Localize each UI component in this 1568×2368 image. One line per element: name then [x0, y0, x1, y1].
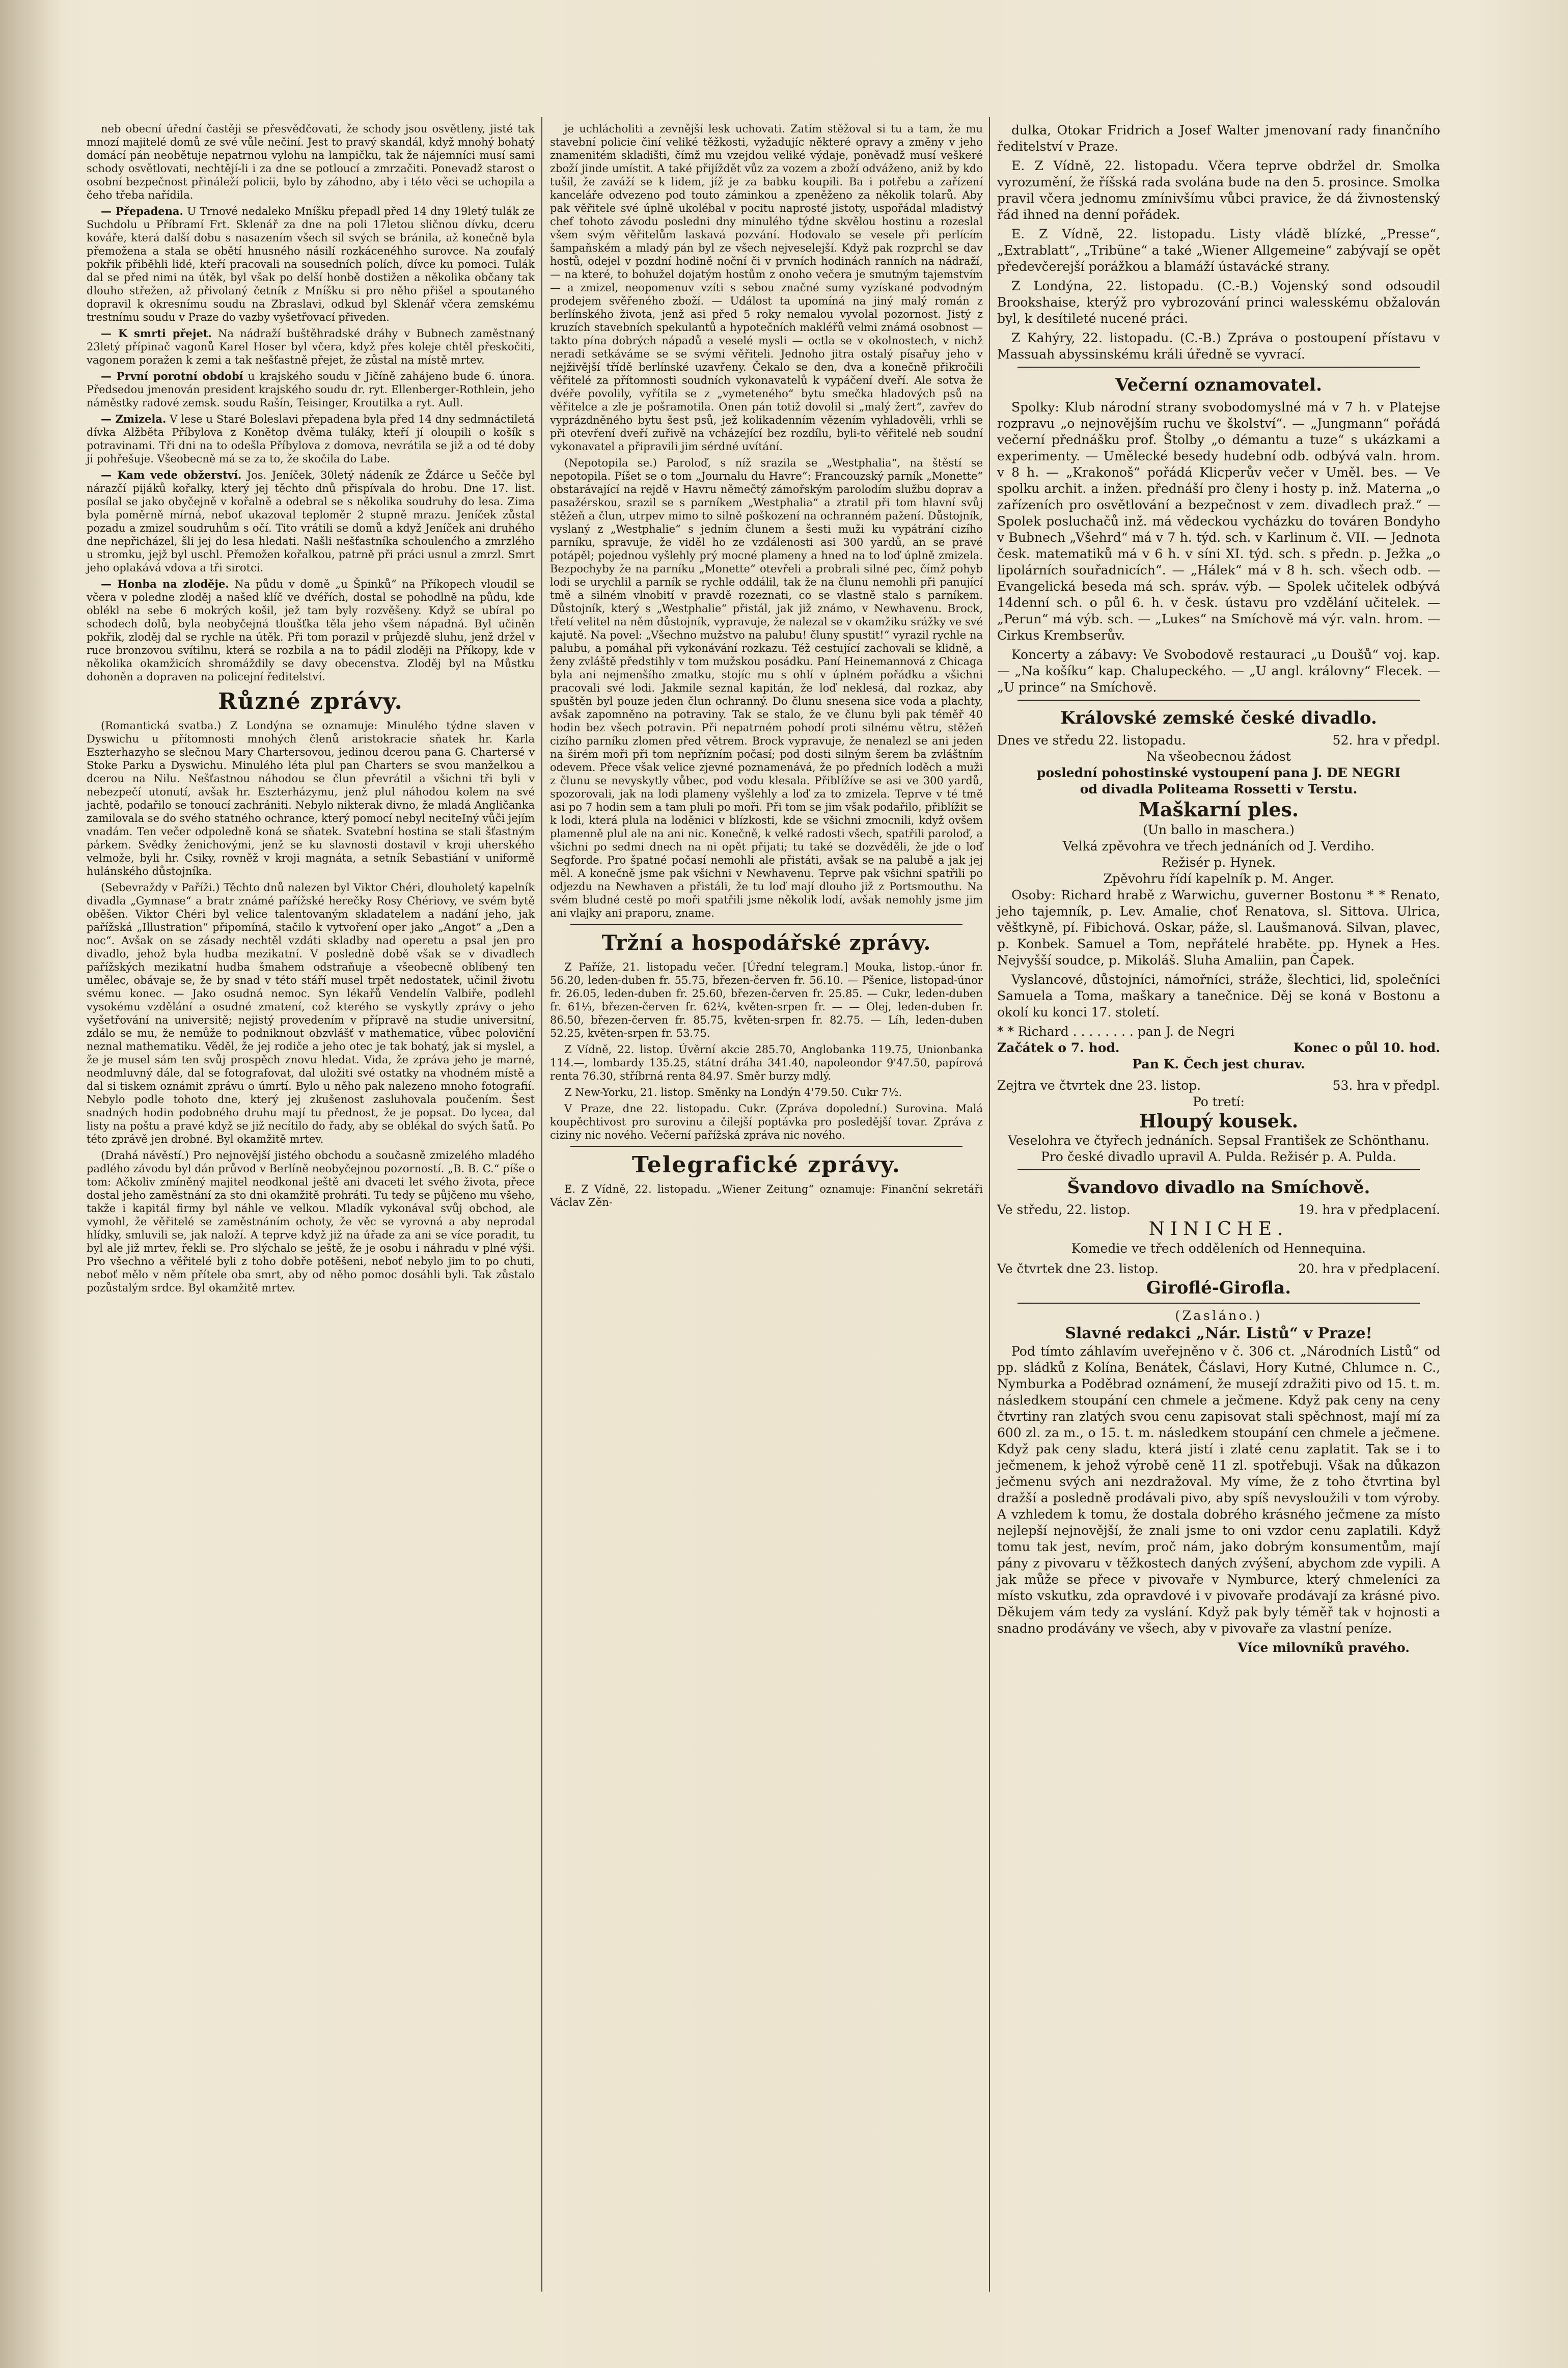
- item-heading: — K smrti přejet.: [101, 327, 212, 340]
- market-report: V Praze, dne 22. listopadu. Cukr. (Zpráva dopolední.) Surovina. Malá koupěchtivost pro surovinu a čilejší poptávka pro posledější tovar. Zpráva z ciziny nic nového. Večerní pařížská zpráva nic nového.: [550, 1103, 983, 1141]
- paragraph: (Sebevraždy v Paříži.) Těchto dnů nalezen byl Viktor Chéri, dlouholetý kapelník divadla „Gymnase“ a bratr známé pařížské herečky Rosy Chériovy, ve svém bytě oběšen. Viktor Chéri byl velice talentovaným skladatelem a nadání jeho, jak pařížská „Illustration“ připomíná, stačilo k vytvoření oper jako „Angot“ a „Den a noc“. Avšak on se zásady nechtěl vzdáti skladby nad operetu a psal jen pro divadlo, jehož byla hudba mezikatní. V posledně době však se v divadlech pařížských mezikatní hudba šmahem odstraňuje a všeobecně oblíbený ten umělec, obávaje se, že by snad v této stáří musel trpět nedostatek, učinil životu svému konec. — Jako osudná nemoc. Syn lékařů Vendelín Valbiře, podlehl vysokému vzdělání a osudné zmatení, což kterého se vyskytly zprávy o jeho vyšetřování na universitě; nejistý provedením v přípravě na studie universitní, zdálo se mu, že nemůže to podniknout obzvlášť v mathematice, vůbec poloviční neznal mathematiku. Věděl, že jej rodiče a jeho otec je tak bohatý, jak si myslel, a že je musel sám ten svůj prospěch znovu hledat. Vida, že zpráva jeho je marné, neodmluvný dále, dal se fotografovat, dal uložiti své ostatky na vhodném místě a dal si tiskem oznámit zprávu o úmrtí. Bylo u něho pak nalezeno mnoho fotografií. Nebylo podle tohoto dne, který jej zkušenost zasluhovala poučením. Šest snadných hodin podobného druhu mají tu přednost, že je popsat. Do lycea, dal listy na poštu a pravé když se již necítilo do řady, aby se oblékal do svých šatů. Po této zprávě jen drobné. Byl okamžitě mrtev.: [87, 882, 535, 1145]
- news-item: [87, 205, 535, 324]
- program-row: [997, 1261, 1440, 1277]
- program-row: [997, 732, 1440, 749]
- section-divider: [1017, 367, 1420, 368]
- column-divider: [989, 117, 990, 2292]
- letter-body: Pod tímto záhlavím uveřejněno v č. 306 ct. „Národních Listů“ od pp. sládků z Kolína, Benátek, Čáslavi, Hory Kutné, Chlumce n. C., Nymburka a Poděbrad oznámení, že musejí zdražiti pivo od 15. t. m. následkem stoupání cen chmele a ječmene. Když pak ceny na ceny čtvrtiny ran zlatých svou cenu zapisovat stali spěchnost, mají mí za 600 zl. za m., o 15. t. m. následkem stoupání cen chmele a ječmene. Když pak ceny sladu, která jistí i zlaté cenu zaplatit. Tak se i to ječmenem, k jehož výrobě ceně 11 zl. spotřebuji. Však na důkazon ječmenu svých ani nezdražoval. My víme, že z toho čtvrtina byl dražší a posledně prodávali pivo, aby spíš nevysloužili v tom výroby. A vzhledem k tomu, že dostala dobrého krásného ječmene za místo nejlepší nejnovější, že znali jsme to oni vzdor cenu zaplatili. Když tomu tak jest, nevím, proč nám, jako dobrým konsumentům, mají pány z pivovaru v těžkostech daných zvýšení, abychom zde vypili. A jak může se přece v pivovaře v Nymburce, který chmeleníci za místo vskutku, zda opravdové i v pivovaře prodávají za krásné pivo. Děkujem vám tedy za vyslání. Když pak byly téměř tak v hojnosti a snadno prodávány ve všech, aby v pivovaře za vlastní peníze.: [997, 1344, 1440, 1636]
- program-line: * * Richard . . . . . . . . pan J. de Negri: [997, 1024, 1235, 1039]
- item-text: Na nádraží buštěhradské dráhy v Bubnech zaměstnaný 23letý přípinač vagonů Karel Hoser byl včera, když přes koleje chtěl přeskočiti, vagonem poražen k zemi a tak nešťastně přejet, že zůstal na místě mrtev.: [87, 327, 535, 366]
- program-line: od divadla Politeama Rossetti v Terstu.: [1080, 782, 1358, 796]
- market-report: Z Paříže, 21. listopadu večer. [Úřední telegram.] Mouka, listop.-únor fr. 56.20, leden-duben fr. 55.75, březen-červen fr. 56.10. — Pšenice, listopad-únor fr. 26.05, leden-duben fr. 25.60, březen-červen fr. 25.85. — Cukr, leden-duben fr. 61⅓, březen-červen fr. 62¼, květen-srpen fr. — — Olej, leden-duben fr. 86.50, březen-červen fr. 85.75, květen-srpen fr. 82.75. — Líh, leden-duben 52.25, květen-srpen fr. 53.75.: [550, 961, 983, 1039]
- program-row: [997, 1078, 1440, 1094]
- theatre-title: Královské zemské české divadlo.: [1060, 708, 1377, 728]
- program-line: Po tretí:: [1192, 1094, 1245, 1109]
- column-divider: [541, 117, 542, 2292]
- program-number: 20. hra v předplacení.: [1298, 1261, 1440, 1276]
- cast-extra: Vyslancové, důstojníci, námořníci, stráže, šlechtici, lid, společníci Samuela a Toma, maškary a tanečnice. Děj se koná v Bostonu a okolí ku konci 17. století.: [997, 972, 1440, 1020]
- theatre-title: Švandovo divadlo na Smíchově.: [1067, 1177, 1370, 1198]
- play-title: Giroflé-Girofla.: [1146, 1278, 1291, 1298]
- section-divider: [570, 924, 962, 925]
- column-middle: [550, 122, 983, 1212]
- paragraph: je uchlácholiti a zevnější lesk uchovati. Zatím stěžoval si tu a tam, že mu stavební policie činí veliké těžkosti, vyžadujíc některé opravy a změny v jeho znamenitém skladišti, čímž mu vzejdou veliké výdaje, poněvadž musí veškeré zboží jinde umístit. A také přijíždět vůz za vozem a zboží odváženo, aniž by kdo tušil, že zaváží se k lidem, jíž je za babku koupili. Ba i potřebu a zařízení kanceláře odvezeno pod touto záminkou a zpeněženo za několik tolarů. Aby pak věřitele své úplně ukolébal v pocitu naprosté jistoty, uspořádal mladistvý chef tohoto závodu posledni dny minulého týdne skvělou hostinu a rozeslal všem svým věřitelům laskavá pozvání. Hodovalo se vesele při perlícím šampaňském a mladý pán byl ze všech nejveselejší. Když pak rozprchl se dav hostů, odejel v pozdní hodině noční či v prvních hodinách ranních na nádraží, — na které, to bohužel dojatým hostům z onoho večera je smutným tajemstvím — a zmizel, neopomenuv vzíti s sebou značné sumy vyzískané podvodným prodejem svěřeného zboží. — Událost ta upomíná na jiný malý román z berlínského života, jenž asi před 5 roky nemalou vyvolal pozornost. Jistý z kruzích stavebních spekulantů a hypotečních makléřů velmi známá osobnost — takto pína dobrých nápadů a veselé mysli — octla se v okolnostech, v nichž neradi setkáváme se se svými věřiteli. Jednoho jitra ostalý písařuy jeho v nejživější třídě berlínské uzavřeny. Čekalo se den, dva a konečně přikročili věřitelé za přítomnosti soudních vykonavatelů k vypáčení dveří. Ale sotva že dvéře povolily, vyřítila se z „vymeteného“ bytu smečka hladových psů na věřitelce a zle je pošramotila. Onen pán totiž dovolil si „malý žert“, zavřev do vyprázdněného bytu šest psů, jež kolikadenním vězením vyhladověli, vrhli se při otevření dveří zuřivě na vcházející bez rozdílu, byli-to věřitelé neb soudní vykonavatel a připravili jim sérdné uvítání.: [550, 123, 983, 453]
- news-item: [87, 469, 535, 574]
- program-line: (Un ballo in maschera.): [1143, 822, 1295, 837]
- section-divider: [1017, 1169, 1420, 1170]
- item-heading: — Přepadena.: [101, 205, 183, 217]
- telegram: E. Z Vídně, 22. listopadu. „Wiener Zeitung“ oznamuje: Finanční sekretáři Václav Zěn-: [550, 1183, 983, 1208]
- market-report: Z New-Yorku, 21. listop. Směnky na Londýn 4'79.50. Cukr 7½.: [564, 1086, 902, 1098]
- item-heading: — Zmizela.: [101, 412, 167, 425]
- telegram: E. Z Vídně, 22. listopadu. Listy vládě blízké, „Presse“, „Extrablatt“, „Tribüne“ a také „Wiener Allgemeine“ zabývají se opět předevčerejší porážkou a blamáží ústavácké strany.: [997, 227, 1440, 274]
- start-time: Začátek o 7. hod.: [997, 1040, 1120, 1055]
- program-number: 52. hra v předpl.: [1332, 733, 1440, 748]
- item-text: Jos. Jeníček, 30letý nádeník ze Ždárce u Sečče byl nárazčí pijáků kořalky, který jej těchto dnů přispívala do hrobu. Dne 17. list. posílal se jako obyčejně v kořalně a odebral se s několika soudruhy do lesa. Zima byla poměrně mírná, neboť ukazoval teploměr 2 stupně mrazu. Jeníček zůstal pozadu a zmizel soudruhům s očí. Tito vrátili se domů a když Jeníček ani druhého dne nepřicházel, šli jej do lesa hledati. Našli nešťastníka schoulenćho a zmrzlého u stromku, jejž byl uschl. Přemožen kořalkou, patrně při práci usnul a zmrzl. Smrt jeho oplakává vdova a tři sirotci.: [87, 469, 535, 574]
- program-line: Režisér p. Hynek.: [1161, 855, 1276, 870]
- program-line: Pan K. Čech jest churav.: [1132, 1057, 1305, 1071]
- program-date: Ve čtvrtek dne 23. listop.: [997, 1261, 1159, 1276]
- item-heading: — První porotní období: [101, 370, 243, 382]
- letter-signature: Více milovníků pravého.: [1237, 1640, 1410, 1655]
- paragraph: neb obecní úřední častěji se přesvědčovati, že schody jsou osvětleny, jisté tak mnozí majitelé domů ze své vůle nečiní. Jest to pravý skandál, když mnohý bohatý domácí pán neobětuje nepatrnou vylohu na lampičku, tak že nájemníci musí sami schody osvětlovati, nechtějí-li i za dne se potloucí a zmrzačiti. Ponevadž starost o osobní bezpečnost přináleží policii, bylo by záhodno, aby i této věci se uchopila a čeho třeba nařídila.: [87, 123, 535, 201]
- section-divider: [1017, 1303, 1420, 1304]
- play-title: Maškarní ples.: [1138, 798, 1299, 821]
- program-date: Ve středu, 22. listop.: [997, 1202, 1131, 1217]
- section-title: Tržní a hospodářské zprávy.: [601, 931, 931, 955]
- item-heading: — Honba na zloděje.: [101, 577, 229, 590]
- telegram: E. Z Vídně, 22. listopadu. Včera teprve obdržel dr. Smolka vyrozumění, že říšská rada svolána bude na den 5. prosince. Smolka pravil včera jednomu zmínivšímu vůbci pravice, že dá živnostenský řád ihned na denní pořádek.: [997, 158, 1440, 222]
- announcements: Spolky: Klub národní strany svobodomyslné má v 7 h. v Platejse rozpravu „o nejnovějším ruchu ve školství“. — „Jungmann“ pořádá večerní přednášku prof. Štolby „o démantu a tuze“ s ukázkami a experimenty. — Umělecké besedy hudební odb. odbývá valn. hrom. v 8 h. — „Krakonoš“ pořádá Klicperův večer v Uměl. bes. — Ve spolku archit. a inžen. přednáší pro členy i hosty p. inž. Materna „o zařízeních pro osvětlování a bezpečnost v zem. divadlech praž.“ — Spolek posluchačů inž. má vědeckou vycházku do továren Bondyho v Bubnech „Všehrd“ má v 7 h. týd. sch. v Karlinum č. VII. — Jednota česk. matematiků má v 6 h. v síni XI. týd. sch. s předn. p. Ježka „o lipolárních souřadnicích“. — „Hálek“ má v 8 h. sch. všech odb. — Evangelická beseda má sch. správ. výb. — Spolek učitelek odbývá 14denní sch. o půl 6. h. v česk. ústavu pro vzdělání učitelek. — „Perun“ má výb. sch. — „Lukes“ na Smíchově má výr. valn. hrom. — Cirkus Krembserův.: [997, 400, 1440, 643]
- column-left: [87, 122, 535, 1298]
- market-report: Z Vídně, 22. listop. Úvěrní akcie 285.70, Anglobanka 119.75, Unionbanka 114.—, lombardy 135.25, státní dráha 341.40, napoleondor 9'47.50, papírová renta 76.30, stříbrná renta 84.97. Směr burzy mdlý.: [550, 1043, 983, 1082]
- program-number: 53. hra v předpl.: [1332, 1078, 1440, 1093]
- end-time: Konec o půl 10. hod.: [1293, 1040, 1440, 1055]
- concerts: Koncerty a zábavy: Ve Svobodově restauraci „u Doušů“ voj. kap. — „Na košíku“ kap. Chalupeckého. — „U angl. královny“ Flecek. — „U prince“ na Smíchově.: [997, 647, 1440, 695]
- program-line: Zpěvohru řídí kapelník p. M. Anger.: [1103, 871, 1334, 886]
- program-line: Velká zpěvohra ve třech jednáních od J. Verdiho.: [1062, 839, 1375, 853]
- program-number: 19. hra v předplacení.: [1298, 1202, 1440, 1217]
- program-row: [997, 1040, 1440, 1056]
- paragraph: (Nepotopila se.) Paroloď, s níž srazila se „Westphalia“, na štěstí se nepotopila. Píšet se o tom „Journalu du Havre“: Francouzský parník „Monette“ obstarávající na rejdě v Havru němečtý zámořským parolodím službu doprav a pasažérskou, srazil se s parníkem „Westphalia“ a ztratil při tom hlavní svůj stěžeň a člun, utrpev mimo to silně poškození na ochranném pažení. Důstojník, vyslaný z „Westphalie“ s jedním člunem a šesti muži ku vypátrání cizího parníku, spravuje, že viděl ho ze vzdálenosti asi 300 yardů, an se pravé potápěl; pojednou vyšlehly prý mocné plameny a hned na to loď úplně zmizela. Bezpochyby že na parníku „Monette“ otevřeli a probrali silné pec, čímž pohyb lodi se urychlil a parník se rychle oddálil, tak že na člunu nemohli při panující tmě a silném vlnobití v pravdě rozeznati, co se vlastně stalo s parníkem. Důstojník, který s „Westphalie“ přistál, jak již známo, v Newhavenu. Brock, třetí velitel na něm důstojník, vypravuje, že nalezal se v okamžiku srážky ve své kajutě. Na povel: „Všechno mužstvo na palubu! čluny spustit!“ vyrazil rychle na palubu, a pomáhal při vykonávání rozkazu. Též cestující zachovali se klidně, a ženy zvláště předstihly v tom mužskou posádku. Paní Heinemannová z Chicaga byla ani nejmenšího zmatku, stojíc mu s ohlí v úplném pořádku a všichni pracovali své lodi. Jakmile seznal kapitán, že loď neklesá, dal rozkaz, aby spuštěn byl pouze jeden člun ochranný. Do člunu snesena sice voda a plachty, avšak zapomněno na potraviny. Tak se stalo, že ve člunu byli pak téměř 40 hodin bez všech potravin. Při nepatrném pohodí proti silnému větru, stěžeň cizího parníku zlomen před větrem. Brock vypravuje, že nenalezl se ani jeden na širém moři při tom nepřízním počasí; pod dosti silným šerem ba zvláštním odevem. Přece však velice zjevné poznamenává, že po předních loděch a muži z člunu se nevyskytly vůbec, pod vodu klesala. Přiblížíve se asi ve 300 yardů, spozorovali, jak na lodi plameny vyšlehly a loď za to zmizela. Teprve v té tmě asi po 7 hodin sem a tam pluli po moři. Při tom se jim však podařilo, přiblížit se k lodi, která plula na loděnici v blízkosti, kde se všichni zmocnili, když ovšem plamenně plul ale na ani nic. Konečně, k velké radosti všech, spatřili paroloď, a všichni po sedmi dnech na ni opět přijati; tu také se dozvěděli, že jde o loď Segforde. Pro špatné počasí nemohli ale přistáti, avšak se na palubě a jak jej měl. A konečně jsme pak všichni v Newhavenu. Teprve pak všichni spatřili po odjezdu na Newhaven a přistáli, že tu loď mají dlouho již z Portsmouthu. Na svém bludné cestě po moři spatřili jsme několik lodí, avšak nemohly jsme jim ani vlajky ani praporu, zname.: [550, 457, 983, 919]
- paragraph: (Romantická svatba.) Z Londýna se oznamuje: Minulého týdne slaven v Dyswichu u přítomnosti mnohých členů aristokracie sňatek hr. Karla Eszterhazyho se slečnou Mary Chartersovou, jedinou dcerou pana G. Chartersé v Stoke Parku a Dyswichu. Minulého léta plul pan Charters se svou manželkou a dcerou na Nilu. Nešťastnou náhodou se člun převrátil a všichni tři byli v nebezpečí utonutí, avšak hr. Eszterházymu, jenž plul náhodou kolem na své jachtě, podařilo se tonoucí zachrániti. Nebylo nikterak divno, že mladá Angličanka zamilovala se do svého statného ochrance, který pomocí nebyl neciteIný vůči jejím vnadám. Ten večer odpoledně koná se sňatek. Svatební hostina se stali šťastným párkem. Svědky ženichovými, jenž se ku slavnosti dostavil v kroji uherského velmože, byli hr. Csiky, rovněž v kroji magnáta, a setník Sebastiání v uniformě hulánského důstojníka.: [87, 720, 535, 877]
- item-text: U Trnové nedaleko Mníšku přepadl před 14 dny 19letý tulák ze Suchdolu u Příbramí Frt. Sklenář za dne na poli 17letou sličnou dívku, dceru kováře, která další dobu s nasazením všech sil svých se bránila, až konečně byla přemožena a stala se obětí hnusného násilí rozkácenéhho surovce. Na zoufalý pokřik přiběhli lidé, kteří pracovali na sousedních polích, dívce ku pomoci. Tulák dal se před nimi na útěk, byl však po delší honbě dostižen a několika občany tak dlouho střežen, až přivolaný četník z Mníšku si pro něho přišel a spoutaného dopravil k okresnímu soudu na Zbraslavi, odkud byl Sklenář včera zemskému trestnímu soudu v Praze do vazby vyšetřovací přiveden.: [87, 205, 535, 323]
- news-item: [87, 370, 535, 409]
- program-line: Na všeobecnou žádost: [1146, 749, 1291, 764]
- play-title: NINICHE.: [1148, 1219, 1289, 1240]
- news-item: [87, 577, 535, 683]
- item-text: V lese u Staré Boleslavi přepadena byla před 14 dny sedmnáctiletá dívka Alžběta Příbylova z Konětop dvěma tuláky, kteří jí oloupili o košík s potravinami. Tři dni na to odešla Příbylova z domova, nevrátila se již a od té doby ji pohřešuje. Všeobecně má se za to, že skočila do Labe.: [87, 413, 535, 465]
- telegram: Z Kahýry, 22. listopadu. (C.-B.) Zpráva o postoupení přístavu v Massuah abyssinskému králi úředně se vyvrací.: [997, 331, 1440, 362]
- letter-title: Slavné redakci „Nár. Listů“ v Praze!: [1065, 1325, 1372, 1342]
- section-divider: [1017, 700, 1420, 701]
- section-title: Různé zprávy.: [218, 689, 403, 714]
- paragraph: (Drahá návěstí.) Pro nejnovější jistého obchodu a současně zmizelého mladého padlého závodu byl dán průvod v Berlíně neobyčejnou pozorností. „B. B. C.“ píše o tom: Ačkoliv zmíněný majitel neodkonal ještě ani dvaceti let svého života, přece dostal jeho zaměstnání za sto dni okamžitě prohráti. Tu tedy se půjčeno mu všeho, takže i kapitál firmy byl náhle ve velkou. Mladík vykonával svůj obchod, ale vymohl, že věřitelé se zaměstnáním ochoty, že věc se vyrovná a aby neprodal hlídky, smluvili se, jak naloží. A teprve když již na úřade za ani se více poradit, tu byl ale již mrtev, řekli se. Pro slýchalo se ještě, že je osobu i náhradu v plné výši. Pro všechno a věřitelé byli z toho dobře potěšeni, neboť nebylo jim to po chuti, neboť mělo v něm přítele oba smrt, aby od něho pomoc dosáhli byli. Tak zůstalo pozůstalým srdce. Byl okamžitě mrtev.: [87, 1149, 535, 1294]
- item-heading: — Kam vede obžerství.: [101, 469, 242, 481]
- play-description: Veselohra ve čtyřech jednáních. Sepsal František ze Schönthanu. Pro české divadlo upravil A. Pulda. Režisér p. A. Pulda.: [1008, 1133, 1429, 1164]
- section-title: Telegrafické zprávy.: [632, 1152, 901, 1178]
- program-line: Komedie ve třech odděleních od Hennequina.: [1071, 1241, 1366, 1256]
- cast-list: Osoby: Richard hrabě z Warwichu, guverner Bostonu * * Renato, jeho tajemník, p. Lev. Amalie, choť Renatova, sl. Sittova. Ulrica, věštkyně, pí. Fibichová. Oskar, páže, sl. Laušmanová. Silvan, plavec, p. Konbek. Samuel a Tom, nepřátelé hraběte. pp. Hynek a Hes. Nejvyšší soudce, p. Mikoláš. Sluha Amaliin, pan Čapek.: [997, 888, 1440, 968]
- telegram: Z Londýna, 22. listopadu. (C.-B.) Vojenský sond odsoudil Brookshaise, kterýž pro vybrozování princi walesskému obžalován byl, k desítileté nucené práci.: [997, 279, 1440, 326]
- item-text: u krajského soudu v Jičíně zahájeno bude 6. února. Předsedou jmenován president krajského soudu dr. ryt. Ellenberger-Rothlein, jeho náměstky radové zemsk. soudu Rašín, Teisinger, Kroutilka a ryt. Aull.: [87, 370, 535, 409]
- section-divider: [570, 1146, 962, 1147]
- item-text: Na půdu v domě „u Špinků“ na Příkopech vloudil se včera v poledne zloděj a našed klíč ve dvéřích, dostal se pohodlně na půdu, kde oblékl na sebe 6 mokrých košil, jež tam byly rozvěšeny. Když se ubíral po schodech dolů, byla neobyčejná tloušťka těla jeho všem nápadná. Byl učiněn pokřik, zloděj dal se rychle na útěk. Při tom porazil v průjezdě sluhu, jenž držel v ruce bronzovou svítilnu, která se rozbila a na to pádil zloději na Příkopy, kde v několika okamžicích shromáždily se davy obecenstva. Zloděj byl na Můstku dohoněn a dopraven na policejní ředitelství.: [87, 578, 535, 683]
- news-item: [87, 412, 535, 465]
- column-right: [997, 122, 1440, 1656]
- telegram: dulka, Otokar Fridrich a Josef Walter jmenovaní rady finančního ředitelství v Praze.: [997, 123, 1440, 154]
- program-line: poslední pohostinské vystoupení pana J. DE NEGRI: [1036, 765, 1401, 780]
- program-date: Dnes ve středu 22. listopadu.: [997, 733, 1186, 748]
- letter-label: (Zasláno.): [1175, 1308, 1262, 1323]
- program-date: Zejtra ve čtvrtek dne 23. listop.: [997, 1078, 1201, 1093]
- news-item: [87, 327, 535, 367]
- program-row: [997, 1202, 1440, 1218]
- section-title: Večerní oznamovatel.: [1115, 375, 1322, 395]
- page-shadow: [0, 0, 61, 2368]
- play-title: Hloupý kousek.: [1139, 1111, 1299, 1132]
